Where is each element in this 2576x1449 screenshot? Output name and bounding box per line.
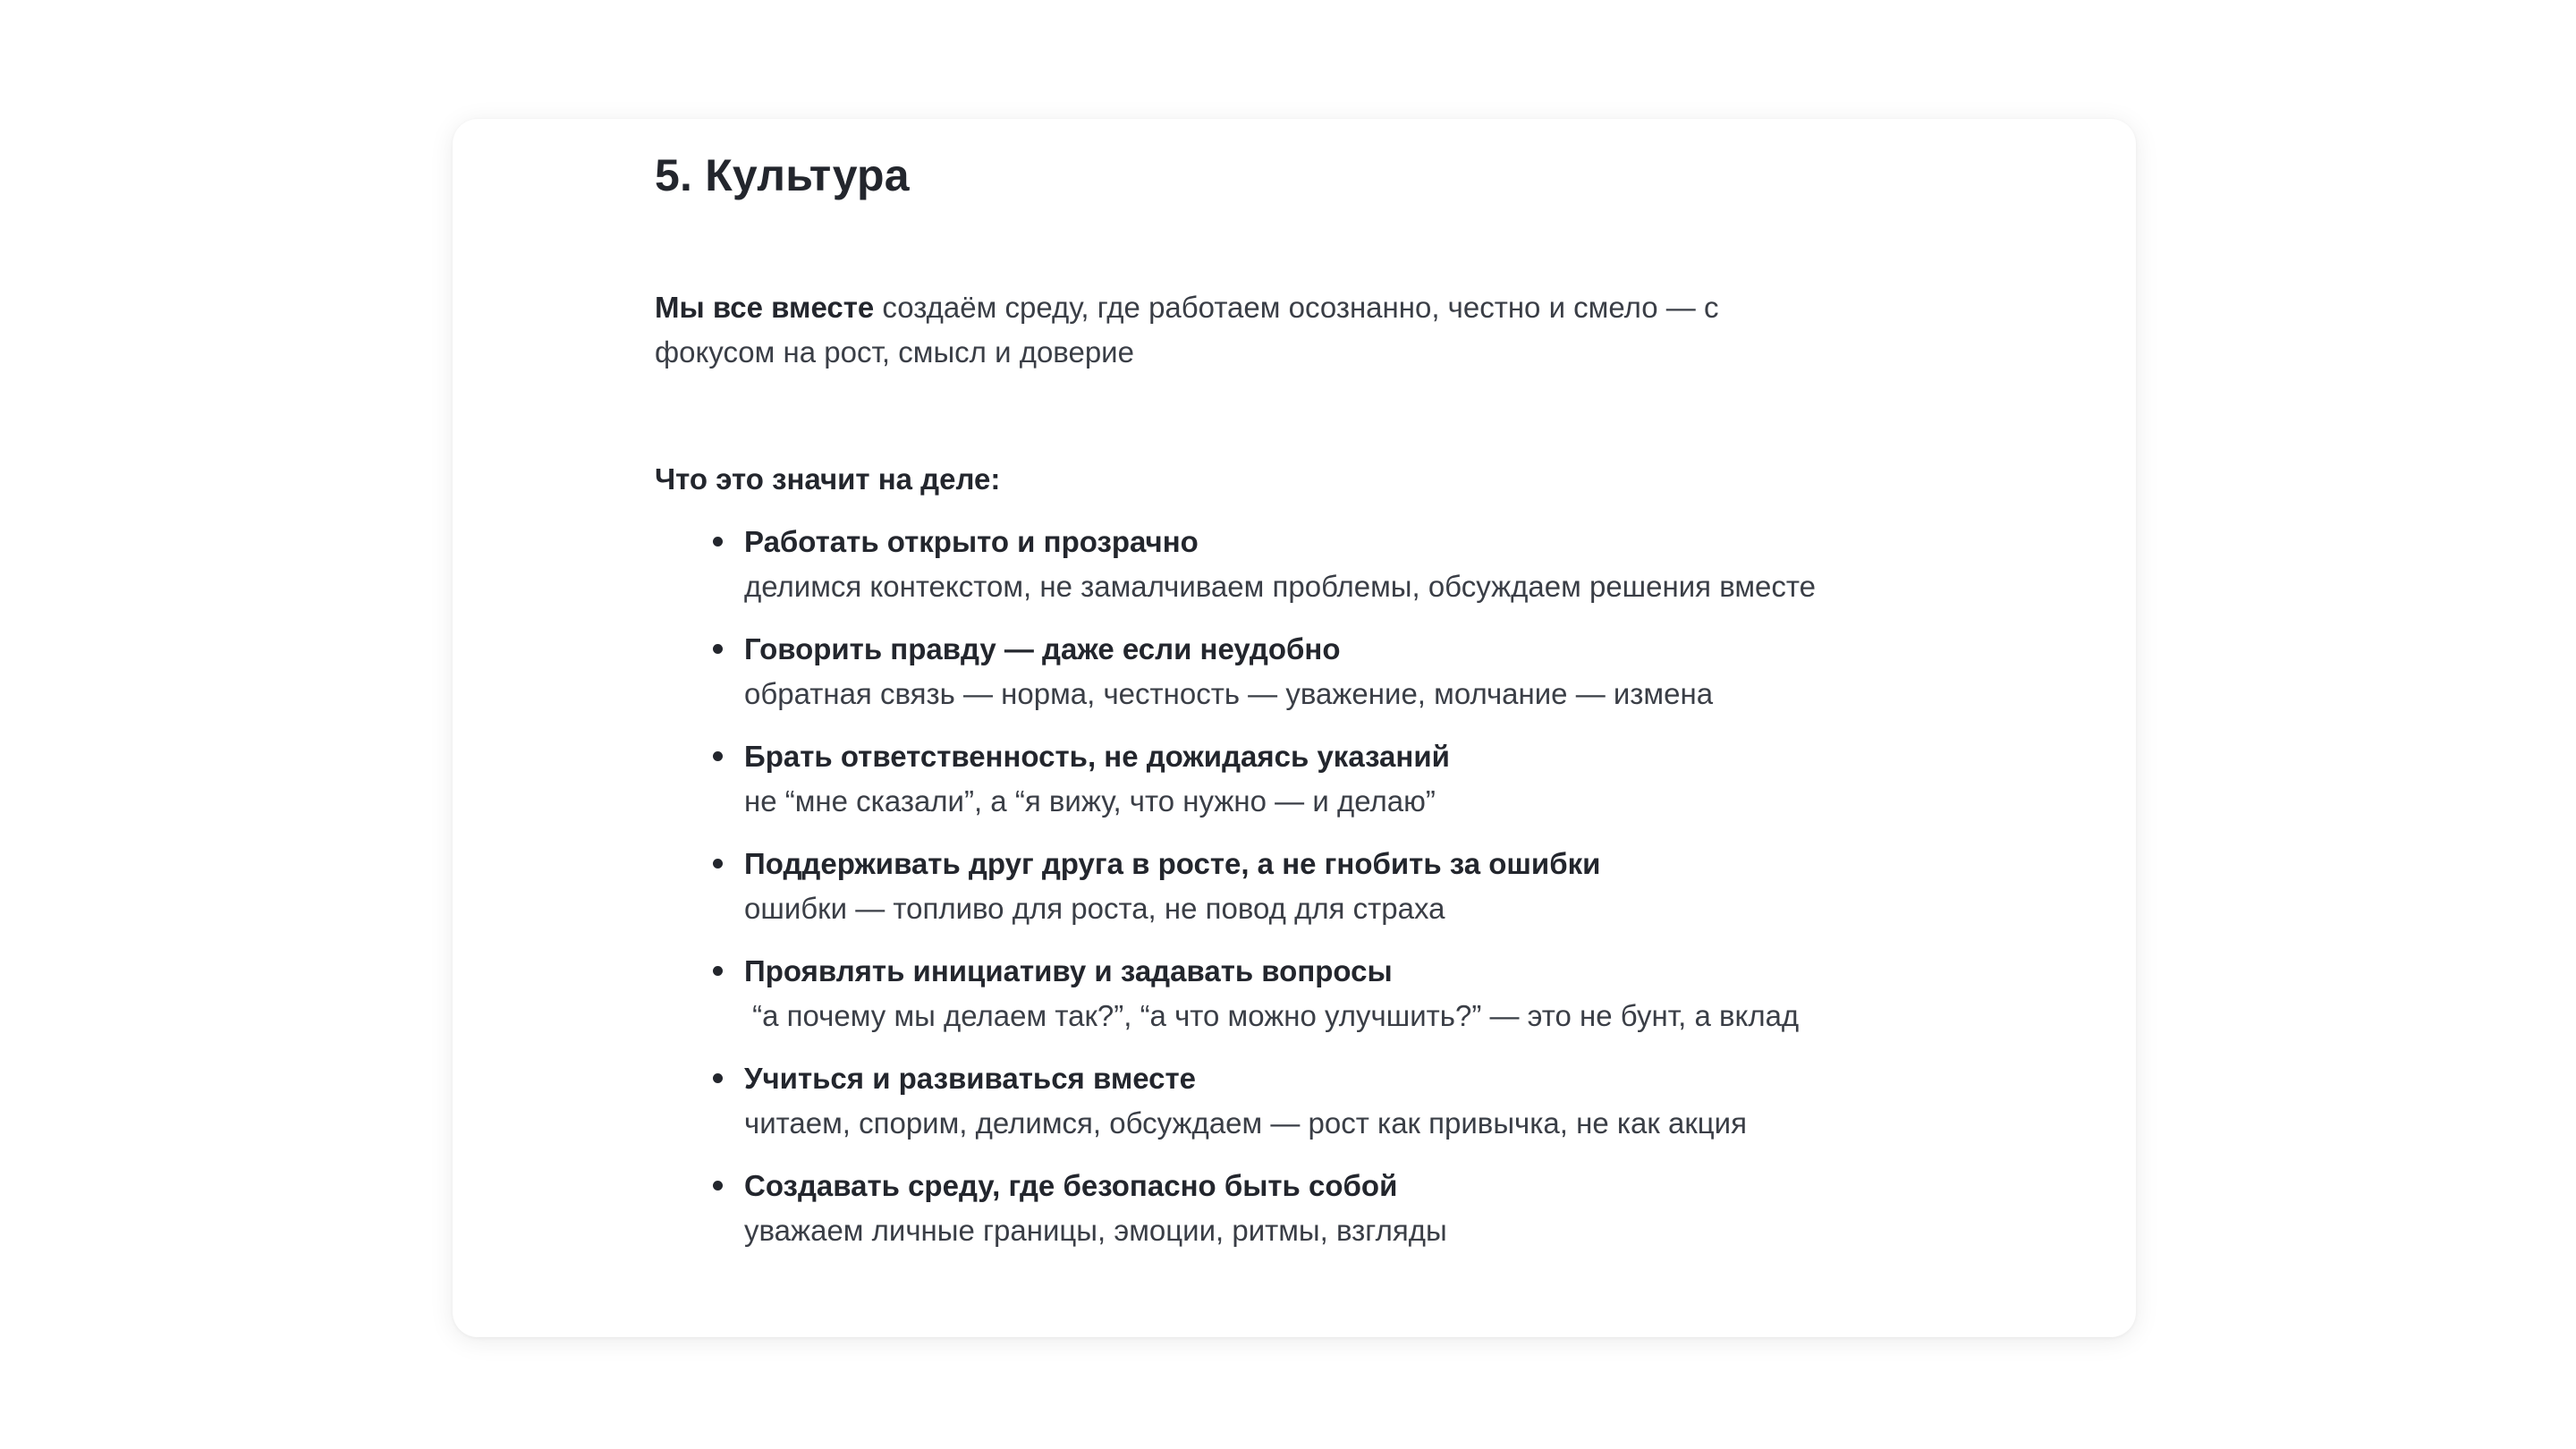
bullet-icon xyxy=(713,966,723,976)
point-title: Создавать среду, где безопасно быть собой xyxy=(744,1168,1398,1202)
bullet-icon xyxy=(713,859,723,869)
point-description: читаем, спорим, делимся, обсуждаем — рост как привычка, не как акция xyxy=(744,1106,1747,1140)
intro-text: создаём среду, где работаем осознанно, честно и смело — с фокусом на рост, смысл и доверие xyxy=(655,290,1719,369)
culture-section xyxy=(655,146,1996,1271)
bullet-icon xyxy=(713,751,723,761)
point-title: Учиться и развиваться вместе xyxy=(744,1061,1197,1095)
point-description: “а почему мы делаем так?”, “а что можно улучшить?” — это не бунт, а вклад xyxy=(744,998,1800,1032)
point-title: Брать ответственность, не дожидаясь указаний xyxy=(744,739,1450,773)
content-card xyxy=(453,119,2136,1337)
list-item xyxy=(713,1056,1996,1146)
bullet-icon xyxy=(713,537,723,547)
list-item xyxy=(713,842,1996,931)
bullet-icon xyxy=(713,1073,723,1083)
intro-paragraph xyxy=(655,285,1818,375)
bullet-icon xyxy=(713,644,723,654)
intro-bold-text: Мы все вместе xyxy=(655,290,875,324)
point-description: не “мне сказали”, а “я вижу, что нужно — и делаю” xyxy=(744,784,1436,818)
list-item xyxy=(713,520,1996,609)
section-title: 5. Культура xyxy=(655,150,910,200)
point-title: Проявлять инициативу и задавать вопросы xyxy=(744,953,1393,987)
list-item xyxy=(713,734,1996,824)
list-item xyxy=(713,627,1996,716)
point-title: Работать открыто и прозрачно xyxy=(744,524,1199,558)
point-description: ошибки — топливо для роста, не повод для страха xyxy=(744,891,1445,925)
list-heading: Что это значит на деле: xyxy=(655,462,1001,496)
point-description: обратная связь — норма, честность — уважение, молчание — измена xyxy=(744,676,1714,710)
point-title: Говорить правду — даже если неудобно xyxy=(744,631,1341,665)
culture-points-list xyxy=(655,520,1996,1253)
list-item xyxy=(713,949,1996,1038)
bullet-icon xyxy=(713,1181,723,1191)
point-description: уважаем личные границы, эмоции, ритмы, взгляды xyxy=(744,1213,1447,1247)
point-title: Поддерживать друг друга в росте, а не гнобить за ошибки xyxy=(744,846,1601,880)
list-item xyxy=(713,1164,1996,1253)
point-description: делимся контекстом, не замалчиваем проблемы, обсуждаем решения вместе xyxy=(744,569,1817,603)
